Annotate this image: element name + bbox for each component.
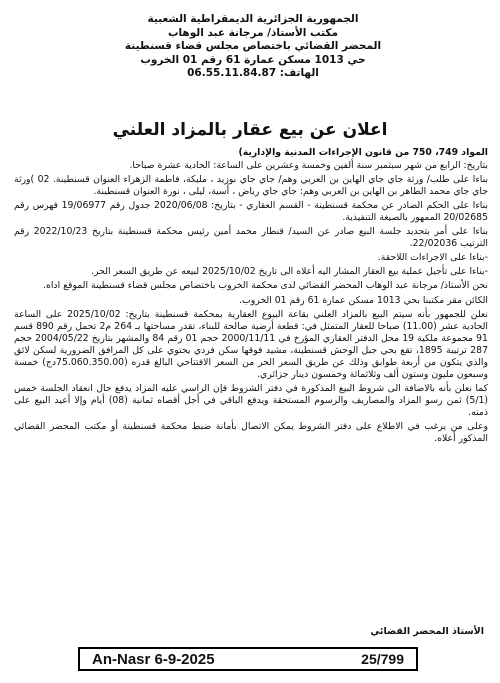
paragraph-bailiff: نحن الأستاذ/ مرجانة عبد الوهاب المحضر القضائي لدى محكمة الخروب باختصاص مجلس قضاء قسنطينة الموقع اداه. xyxy=(43,280,488,292)
paragraph-postponement: -بناءا على تأجيل عملية بيع العقار المشار اليه أعلاه الى تاريخ 2025/10/02 لبيعه عن طريق السعر الحر. xyxy=(91,266,488,278)
publication-date: An-Nasr 6-9-2025 xyxy=(92,650,215,668)
header-phone: الهاتف: 06.55.11.84.87 xyxy=(187,67,319,79)
paragraph-judgment: بناءا على الحكم الصادر عن محكمة قسنطينة - القسم العقاري - بتاريخ: 2020/06/08 جدول رقم 19/06977 فهرس رقم 20/02685 الممهور بالصيغة التنفيذية. xyxy=(14,200,488,224)
paragraph-request: بناءا على طلب/ ورثة جاي جاي الهاين بن العربي وهم/ جاي جاي بوزيد ، مليكة، فاطمة الزهراء العنوان قسنطينة. 02 )ورثة جاي جاي محمد الطاهر بن الهاين بن العربي وهم: جاي جاي رياض ، أسية، ليلى ، نورة العنوان قسنطينة. xyxy=(14,174,488,198)
header-jurisdiction: المحضر القضائي باختصاص مجلس قضاء قسنطينة xyxy=(124,40,382,52)
header-address: حي 1013 مسكن عمارة 61 رقم 01 الخروب xyxy=(140,53,366,66)
office-header xyxy=(18,13,488,81)
publication-footer xyxy=(78,647,418,671)
paragraph-contact: وعلى من يرغب في الاطلاع على دفتر الشروط يمكن الاتصال بأمانة ضبط محكمة قسنطينة أو مكتب المحضر القضائي المذكور أعلاه. xyxy=(14,420,488,445)
paragraph-sale-details: نعلن للجمهور بأنه سيتم البيع بالمزاد العلني بقاعة البيوع العقارية بمحكمة قسنطينة بتاريخ: 2025/10/02 على الساعة الحادية عشر (11.00) صباحا للعقار المتمثل في: قطعة أرضية صالحة للبناء، تقدر مساحتها بـ 264 م2 تحمل رقم 890 قسم 91 مجموعة ملكية 19 محل الدفتر العقاري المؤرخ في 2000/11/11 حجم 01 رقم 84 والمشهر بتاريخ 2004/05/22 حجم 287 ترتيبة 1895، تقع بحي جبل الوحش قسنطينة، مشيد فوقها سكن فردي يحتوي على كل المرافق الضرورية لسكن لائق والذي يتكون من أربعة طوابق وذلك عن طريق السعر الحر من السعر الافتتاحي البالغ قدره (75.060.350.00دج) خمسة وسبعون مليون وستون ألف وثلاثمائة وخمسون دينار جزائري. xyxy=(14,308,489,380)
law-reference: المواد 749، 750 من قانون الإجراءات المدنية والإدارية) xyxy=(238,147,488,158)
announcement-body xyxy=(14,147,488,447)
announcement-title: اعلان عن بيع عقار بالمزاد العلني xyxy=(112,120,388,140)
paragraph-order: بناءا على أمر بتحديد جلسة البيع صادر عن السيد/ قنطار محمد أمين رئيس محكمة قسنطينة بتاريخ 2022/10/23 رقم الترتيب 22/02036. xyxy=(14,226,489,250)
paragraph-office-address: الكائن مقر مكتبنا بحي 1013 مسكن عمارة 61 رقم 01 الخروب. xyxy=(239,294,488,306)
announcement-number: 25/799 xyxy=(361,651,404,667)
paragraph-procedures: -بناءا على الاجراءات اللاحقة. xyxy=(377,252,488,264)
paragraph-date: بتاريخ: الرابع من شهر سبتمبر سنة ألفين وخمسة وعشرين على الساعة: الحادية عشرة صباحا. xyxy=(129,160,488,172)
header-office: مكتب الأستاذ/ مرجانة عبد الوهاب xyxy=(167,26,339,39)
paragraph-payment-terms: كما نعلن بأنه بالاضافة الى شروط البيع المذكورة في دفتر الشروط فإن الراسي عليه المزاد يدفع حال انعقاد الجلسة خمس (5/1) ثمن رسو المزاد والمصاريف والرسوم المستحقة ويدفع الباقي في أجل أقصاه ثمانية (08) أيام وإلا أعيد البيع على ذمته. xyxy=(14,382,489,418)
signature-line: الأستاذ المحضر القضائي xyxy=(370,626,484,637)
header-republic: الجمهورية الجزائرية الديمقراطية الشعبية xyxy=(147,13,359,25)
